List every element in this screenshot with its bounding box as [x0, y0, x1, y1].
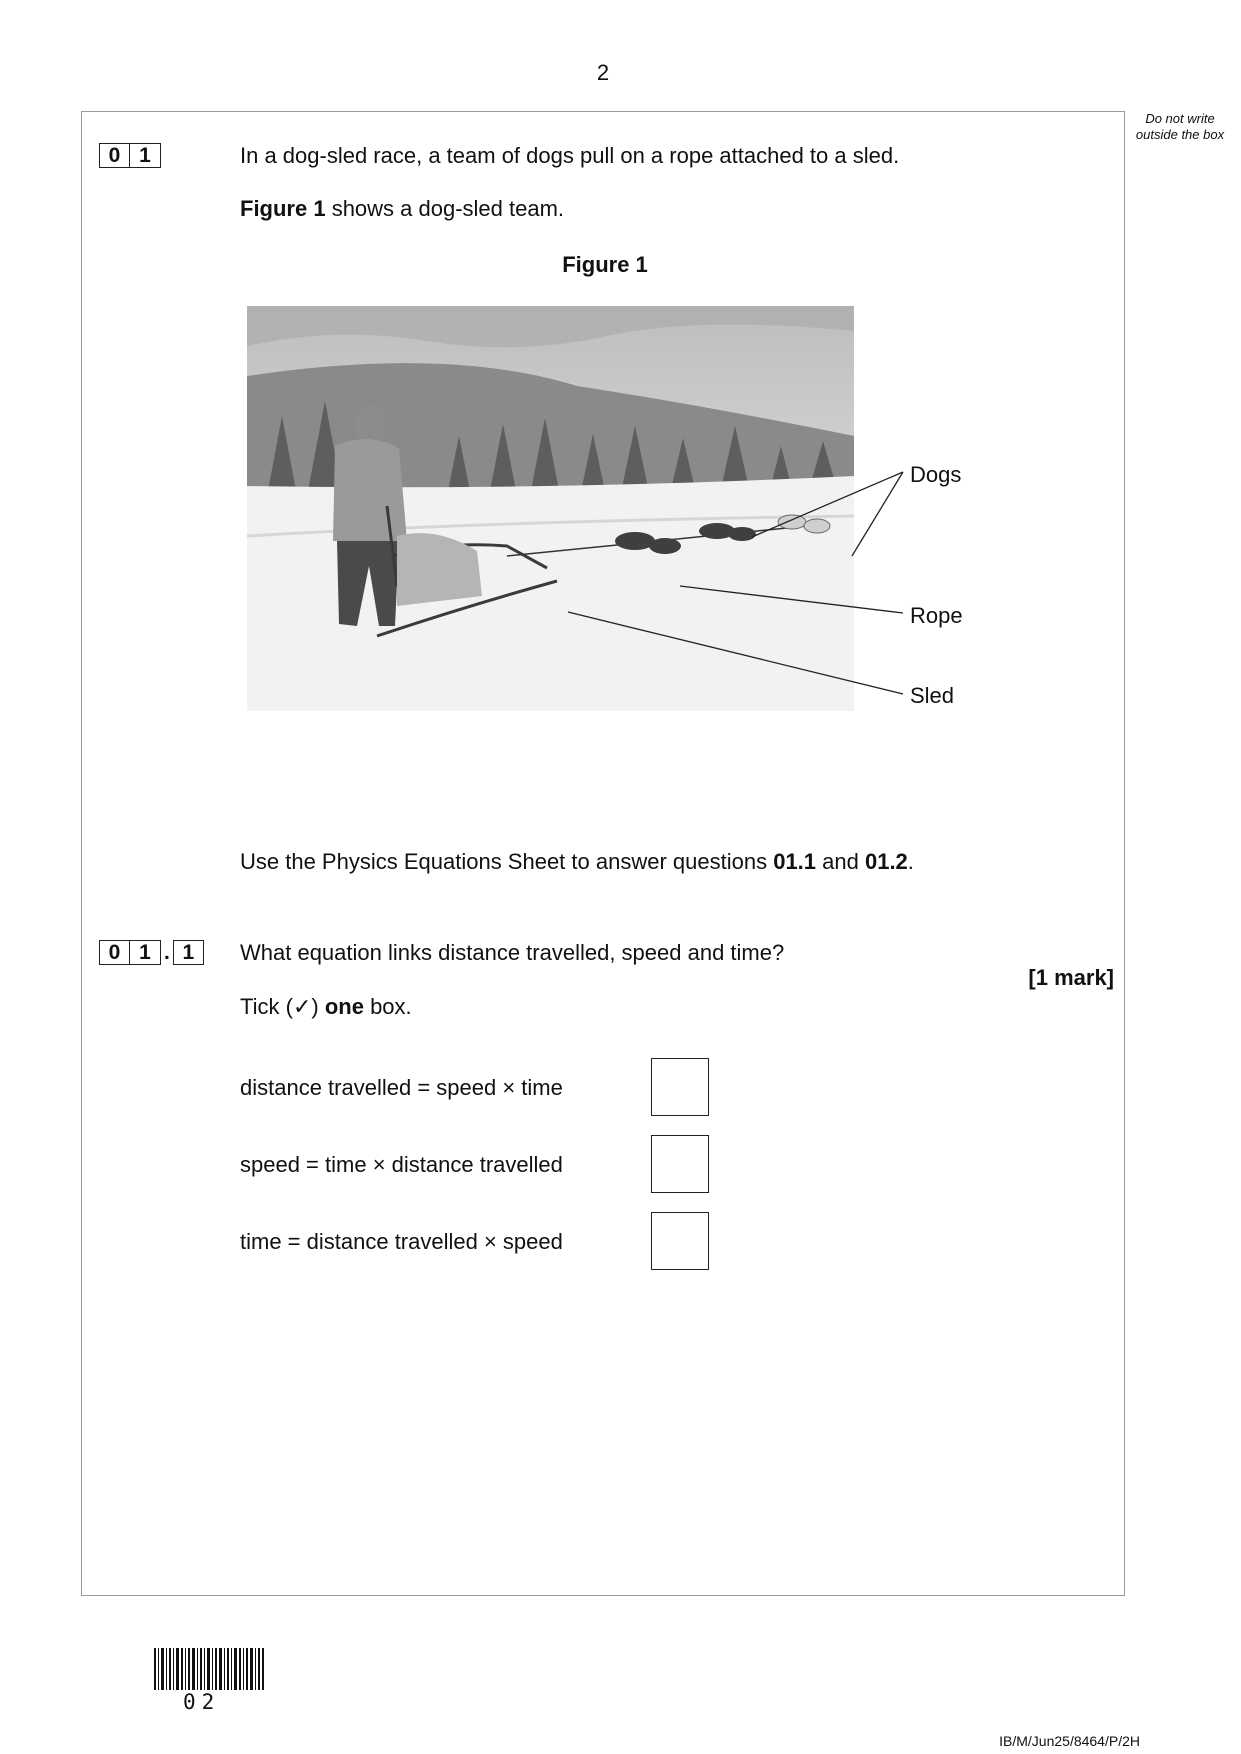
option-label: speed = time × distance travelled — [240, 1152, 563, 1177]
question-digit: 0 — [99, 940, 130, 965]
barcode-number: 02 — [183, 1690, 221, 1714]
question-dot: . — [164, 940, 170, 964]
margin-note: Do not write outside the box — [1135, 111, 1225, 142]
answer-checkbox[interactable] — [651, 1058, 709, 1116]
dog-sled-photo — [247, 306, 854, 711]
option-label: time = distance travelled × speed — [240, 1229, 563, 1254]
label-sled: Sled — [910, 683, 955, 708]
label-dogs: Dogs — [910, 462, 962, 487]
question-number-01 — [99, 143, 161, 168]
barcode — [154, 1648, 264, 1690]
question-intro: In a dog-sled race, a team of dogs pull on a rope attached to a sled. — [240, 143, 900, 168]
tick-instruction-text: Tick (✓) — [240, 994, 325, 1019]
answer-checkbox[interactable] — [651, 1135, 709, 1193]
instruction-ref: 01.1 — [773, 849, 817, 874]
question-digit: 1 — [130, 940, 161, 965]
tick-instruction — [240, 994, 412, 1020]
tick-instruction-text: box. — [363, 994, 412, 1019]
instruction-ref: 01.2 — [864, 849, 908, 874]
instruction-text: . — [907, 849, 914, 874]
instruction — [240, 849, 914, 875]
instruction-text: and — [816, 849, 865, 874]
figure-title: Figure 1 — [562, 252, 648, 277]
label-rope: Rope — [910, 603, 963, 628]
question-number-01-1 — [99, 940, 204, 965]
page-number: 2 — [596, 60, 610, 85]
question-digit: 0 — [99, 143, 130, 168]
figure-reference — [240, 196, 564, 222]
instruction-text: Use the Physics Equations Sheet to answer questions — [240, 849, 774, 874]
figure-reference-rest: shows a dog-sled team. — [325, 196, 565, 221]
paper-reference: IB/M/Jun25/8464/P/2H — [999, 1733, 1140, 1749]
question-digit: 1 — [130, 143, 161, 168]
tick-instruction-bold: one — [324, 994, 364, 1019]
question-text: What equation links distance travelled, speed and time? — [240, 940, 785, 965]
answer-checkbox[interactable] — [651, 1212, 709, 1270]
mark-allocation: [1 mark] — [1028, 965, 1114, 990]
option-label: distance travelled = speed × time — [240, 1075, 563, 1100]
figure-reference-bold: Figure 1 — [240, 196, 326, 221]
question-digit: 1 — [173, 940, 204, 965]
